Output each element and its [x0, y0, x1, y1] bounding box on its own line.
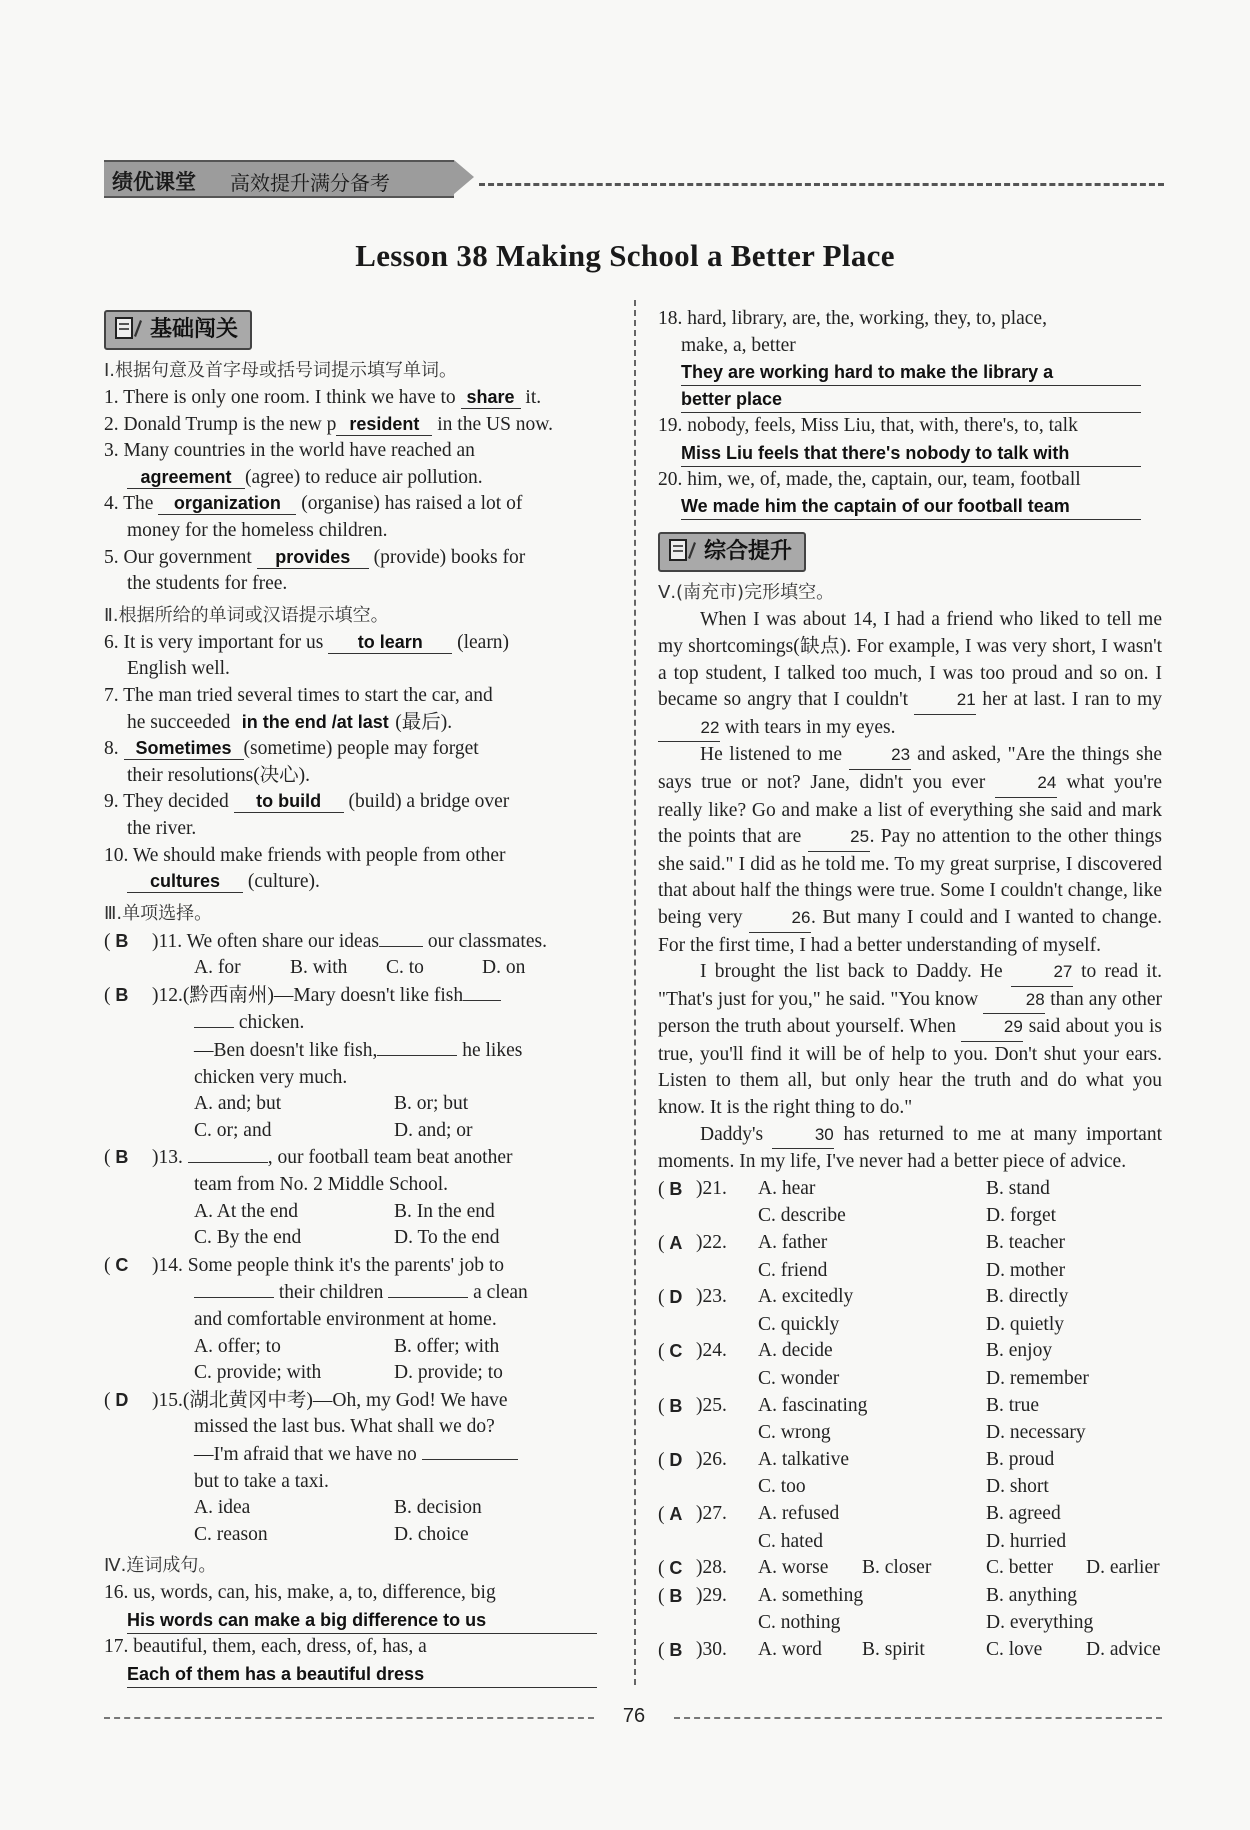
passage-text: When I was about 14, I had a friend who liked to tell me my shortcomings(缺点). For example, I was very short, I wasn't a top student, I talked too much, I was too proud and so on. I became so angry that I couldn't [658, 609, 1162, 711]
part-heading-5: Ⅴ.(南充市)完形填空。 [658, 582, 835, 604]
q9-answer[interactable]: to build [234, 790, 344, 813]
passage-text: said about you is true, you'll find it will be of help to you. Don't shut your ears. Listen to them all, but only hear the truth and do what you know. It is the right thing to do." [658, 1016, 1162, 1119]
passage-text: to read it. "That's just for you," he said. "You know [658, 961, 1162, 1010]
question-12 [104, 982, 616, 1010]
option-d[interactable]: D. everything [986, 1612, 1094, 1634]
q11-answer-bracket[interactable]: ( B [104, 930, 129, 952]
q15-line4: but to take a taxi. [194, 1470, 329, 1492]
q7-text: he succeeded [127, 711, 236, 733]
option-a[interactable]: A. refused [758, 1502, 840, 1524]
choice-21-row2 [658, 1203, 1162, 1230]
q4-tail: (organise) has raised a lot of [296, 493, 523, 515]
q12-stem: )12.(黔西南州)—Mary doesn't like fish [152, 984, 464, 1006]
question-10-line2 [104, 869, 616, 896]
q14-key: C [115, 1254, 129, 1275]
q11-stem: )11. We often share our ideas [152, 930, 379, 952]
option-c[interactable]: C. wrong [758, 1422, 831, 1444]
q1-answer[interactable]: share [461, 386, 521, 409]
choice-number: )25. [696, 1394, 727, 1416]
q14-option[interactable]: D. provide; to [394, 1362, 503, 1384]
q18-answer-line1[interactable]: They are working hard to make the library a [681, 359, 1141, 386]
blank-22[interactable]: 22 [658, 715, 720, 743]
q14-blank[interactable] [194, 1279, 274, 1298]
answer-key: D [669, 1449, 683, 1470]
q13-tail: , our football team beat another [267, 1147, 513, 1169]
option-b[interactable]: B. true [986, 1394, 1040, 1416]
option-c[interactable]: C. hated [758, 1530, 823, 1552]
choice-number: )24. [696, 1340, 727, 1362]
q14-l2a: their children [274, 1282, 384, 1304]
q13-options-2 [104, 1225, 616, 1252]
column-divider [634, 300, 636, 1685]
q18-answer-line2[interactable]: better place [681, 386, 1141, 413]
choice-number: )29. [696, 1584, 727, 1606]
notebook-pencil-icon [114, 316, 142, 340]
choice-26 [658, 1447, 1162, 1475]
q15-line3 [104, 1441, 616, 1469]
q14-blank2[interactable] [388, 1279, 468, 1298]
left-column [104, 310, 616, 1688]
option-a[interactable]: A. something [758, 1584, 864, 1606]
answer-key: B [669, 1395, 683, 1416]
question-18: 18. hard, library, are, the, working, they, to, place, [658, 308, 1047, 329]
q6-tail: (learn) [452, 631, 510, 653]
option-b[interactable]: B. closer [862, 1557, 932, 1579]
option-d[interactable]: D. short [986, 1476, 1049, 1498]
q13-option[interactable]: D. To the end [394, 1227, 500, 1249]
q4-answer[interactable]: organization [158, 492, 296, 515]
q20-answer[interactable]: We made him the captain of our football team [681, 493, 1141, 520]
q14-option[interactable]: C. provide; with [194, 1362, 322, 1384]
option-d[interactable]: D. quietly [986, 1313, 1064, 1335]
page-header [104, 160, 1164, 194]
choice-23 [658, 1284, 1162, 1312]
q13-option[interactable]: B. In the end [394, 1200, 495, 1222]
option-b[interactable]: B. proud [986, 1448, 1055, 1470]
option-c[interactable]: C. wonder [758, 1368, 840, 1389]
choice-number: )22. [696, 1232, 727, 1254]
option-b[interactable]: B. stand [986, 1177, 1050, 1199]
q8-text: 8. [104, 738, 124, 760]
option-d[interactable]: D. remember [986, 1368, 1089, 1389]
option-d[interactable]: D. necessary [986, 1422, 1086, 1444]
option-a[interactable]: A. talkative [758, 1448, 849, 1470]
blank-28[interactable]: 28 [983, 987, 1045, 1015]
choice-27 [658, 1501, 1162, 1529]
blank-23[interactable]: 23 [849, 742, 911, 770]
option-a[interactable]: A. excitedly [758, 1286, 854, 1308]
answer-bracket[interactable]: ( C [658, 1341, 683, 1363]
question-20: 20. him, we, of, made, the, captain, our, team, football [658, 468, 1081, 490]
choice-23-row2 [658, 1312, 1162, 1339]
q13-option[interactable]: C. By the end [194, 1227, 302, 1249]
q13-key: B [115, 1147, 129, 1168]
q15-blank[interactable] [422, 1441, 518, 1460]
option-d[interactable]: D. advice [1086, 1638, 1161, 1660]
answer-bracket[interactable]: ( A [658, 1233, 683, 1255]
answer-key: B [669, 1639, 683, 1660]
answer-key: B [669, 1178, 683, 1199]
part-heading-1: Ⅰ.根据句意及首字母或括号词提示填写单词。 [104, 360, 458, 381]
blank-25[interactable]: 25 [808, 824, 870, 852]
q14-line3: and comfortable environment at home. [194, 1309, 497, 1330]
q7-answer[interactable]: in the end /at last [241, 711, 389, 732]
q13-option[interactable]: A. At the end [194, 1200, 298, 1222]
question-13: ( B )13. , our football team beat another [104, 1144, 616, 1172]
option-c[interactable]: C. better [986, 1557, 1054, 1579]
q3-text: 3. Many countries in the world have reached an [104, 440, 475, 462]
passage-paragraph-2 [658, 742, 1162, 959]
q14-options-2 [104, 1360, 616, 1387]
question-10: 10. We should make friends with people from other [104, 844, 506, 866]
q11-tail: our classmates. [422, 930, 547, 952]
question-11 [104, 928, 616, 956]
option-a[interactable]: A. decide [758, 1340, 833, 1362]
answer-key: C [669, 1341, 683, 1362]
section-heading-comprehensive [658, 532, 1162, 572]
passage-text: . Pay no attention to the other things she said." I did as he told me. To my great surprise, I discovered that about half the things were true. Some I couldn't change, like being very [658, 826, 1163, 928]
option-a[interactable]: A. hear [758, 1177, 816, 1199]
passage-text: I brought the list back to Daddy. He [700, 961, 1011, 983]
q15-stem: )15.(湖北黄冈中考)—Oh, my God! We have [152, 1389, 508, 1411]
choice-22-row2 [658, 1258, 1162, 1285]
question-14 [104, 1252, 616, 1280]
question-7: 7. The man tried several times to start the car, and [104, 684, 493, 706]
option-b[interactable]: B. agreed [986, 1502, 1061, 1524]
question-6 [104, 630, 616, 657]
q12-line4: chicken very much. [194, 1066, 348, 1088]
option-c[interactable]: C. too [758, 1476, 806, 1498]
choice-25-row2 [658, 1420, 1162, 1447]
blank-26[interactable]: 26 [749, 905, 811, 933]
q1-tail: it. [520, 387, 542, 408]
option-d[interactable]: D. forget [986, 1205, 1057, 1227]
q6-answer[interactable]: to learn [328, 631, 452, 654]
header-divider [479, 183, 1164, 186]
q11-options [104, 955, 616, 982]
q12-options [104, 1091, 616, 1118]
choice-24-row2 [658, 1366, 1162, 1393]
footer-divider-left [104, 1717, 594, 1719]
choice-number: )28. [696, 1557, 727, 1579]
section-badge [104, 310, 252, 350]
q15-option[interactable]: B. decision [394, 1497, 482, 1519]
question-8-line2: their resolutions(决心). [127, 764, 311, 786]
q5-tail: (provide) books for [368, 546, 526, 568]
q11-key: B [115, 930, 129, 951]
q3-tail: (agree) to reduce air pollution. [245, 466, 483, 488]
part-heading-4: Ⅳ.连词成句。 [104, 1555, 217, 1577]
lesson-title: Lesson 38 Making School a Better Place [355, 238, 895, 273]
answer-bracket[interactable]: ( C [658, 1558, 683, 1580]
option-d[interactable]: D. earlier [1086, 1557, 1160, 1579]
answer-bracket[interactable]: ( B [658, 1585, 683, 1607]
blank-29[interactable]: 29 [961, 1014, 1023, 1042]
passage-paragraph-1 [658, 607, 1162, 742]
q12-l3b: he likes [457, 1040, 523, 1062]
q15-option[interactable]: C. reason [194, 1523, 268, 1545]
answer-bracket[interactable]: ( D [658, 1449, 683, 1471]
option-c[interactable]: C. love [986, 1638, 1043, 1660]
q13-blank[interactable] [188, 1144, 268, 1163]
header-band [104, 160, 454, 198]
q12-line3 [104, 1037, 616, 1065]
q15-option[interactable]: A. idea [194, 1497, 251, 1519]
choice-27-row2 [658, 1529, 1162, 1556]
choice-26-row2 [658, 1474, 1162, 1501]
part-heading-2: Ⅱ.根据所给的单词或汉语提示填空。 [104, 604, 389, 626]
answer-bracket[interactable]: ( B [658, 1178, 683, 1200]
q14-line2 [104, 1279, 616, 1307]
question-2 [104, 412, 616, 439]
q15-line2: missed the last bus. What shall we do? [194, 1416, 495, 1438]
q13-options [104, 1199, 616, 1226]
right-column [658, 306, 1162, 1665]
q4-text: 4. The [104, 493, 159, 515]
option-b[interactable]: B. spirit [862, 1638, 925, 1660]
option-b[interactable]: B. enjoy [986, 1340, 1053, 1362]
q12-blank3[interactable] [377, 1037, 457, 1056]
passage-text: what you're really like? Go and make a list of everything she said and mark the points that are [658, 771, 1162, 848]
q12-answer-bracket[interactable]: ( B [104, 984, 129, 1006]
option-c[interactable]: C. quickly [758, 1313, 840, 1335]
q12-option[interactable]: B. or; but [394, 1093, 469, 1115]
q7-tail: (最后). [395, 711, 453, 733]
q15-l3: —I'm afraid that we have no [194, 1443, 417, 1465]
question-4-line2: money for the homeless children. [127, 519, 388, 541]
section-heading-basic [104, 310, 616, 350]
question-6-line2: English well. [127, 658, 230, 680]
option-b[interactable]: B. teacher [986, 1232, 1066, 1254]
q14-stem: )14. Some people think it's the parents' job to [152, 1254, 505, 1276]
q1-text: 1. There is only one room. I think we have to [104, 387, 461, 408]
q12-key: B [115, 984, 129, 1005]
choice-29 [658, 1583, 1162, 1611]
choice-number: )21. [696, 1177, 727, 1199]
answer-key: C [669, 1558, 683, 1579]
question-17: 17. beautiful, them, each, dress, of, has, a [104, 1635, 427, 1657]
q5-answer[interactable]: provides [257, 546, 369, 569]
q11-option[interactable]: A. for [194, 957, 241, 979]
passage-text: her at last. I ran to my [976, 689, 1162, 711]
choice-number: )27. [696, 1502, 727, 1524]
q5-text: 5. Our government [104, 546, 257, 568]
question-3-line2 [104, 465, 616, 492]
q12-options-2 [104, 1118, 616, 1145]
q14-answer-bracket[interactable]: ( C [104, 1254, 129, 1276]
q12-option[interactable]: D. and; or [394, 1119, 473, 1141]
choice-24 [658, 1338, 1162, 1366]
option-a[interactable]: A. word [758, 1638, 822, 1660]
blank-30[interactable]: 30 [772, 1122, 834, 1150]
section-title-comprehensive: 综合提升 [704, 539, 793, 565]
q17-answer[interactable]: Each of them has a beautiful dress [127, 1661, 597, 1688]
question-9 [104, 789, 616, 816]
question-7-line2 [104, 710, 616, 737]
option-a[interactable]: A. fascinating [758, 1394, 868, 1416]
q13-line2: team from No. 2 Middle School. [194, 1174, 449, 1196]
passage-text: He listened to me [700, 744, 849, 766]
page-number: 76 [622, 1705, 646, 1727]
option-d[interactable]: D. hurried [986, 1530, 1067, 1552]
q10-answer[interactable]: cultures [127, 870, 243, 893]
q15-option[interactable]: D. choice [394, 1523, 469, 1545]
choice-number: )30. [696, 1638, 727, 1660]
blank-24[interactable]: 24 [995, 770, 1057, 798]
q12-blank[interactable] [463, 982, 501, 1001]
q3-answer[interactable]: agreement [127, 466, 245, 489]
answer-bracket[interactable]: ( B [658, 1639, 683, 1661]
q9-tail: (build) a bridge over [343, 791, 510, 813]
section-badge [658, 532, 806, 572]
question-8 [104, 736, 616, 763]
q12-l3a: —Ben doesn't like fish, [194, 1040, 378, 1062]
question-3 [104, 438, 616, 465]
part-heading-3: Ⅲ.单项选择。 [104, 902, 213, 924]
header-arrow-icon [454, 160, 474, 194]
blank-27[interactable]: 27 [1011, 959, 1073, 987]
q2-tail: in the US now. [432, 413, 553, 435]
answer-key: A [669, 1503, 683, 1524]
choice-list [658, 1176, 1162, 1665]
q15-options [104, 1495, 616, 1522]
q2-text: 2. Donald Trump is the new p [104, 413, 337, 435]
header-slogan: 高效提升满分备考 [230, 171, 390, 195]
brand-name: 绩优课堂 [112, 170, 196, 194]
option-d[interactable]: D. mother [986, 1259, 1066, 1281]
answer-key: B [669, 1585, 683, 1606]
choice-30 [658, 1637, 1162, 1665]
passage-text: . But many I could and I wanted to change. For the first time, I had a better understanding of myself. [658, 906, 1162, 956]
q15-options-2 [104, 1522, 616, 1549]
q6-text: 6. It is very important for us [104, 631, 329, 653]
choice-number: )26. [696, 1448, 727, 1470]
question-9-line2: the river. [127, 817, 197, 839]
q19-answer[interactable]: Miss Liu feels that there's nobody to talk with [681, 440, 1141, 467]
passage-text: Daddy's [700, 1123, 773, 1145]
q12-blank2[interactable] [194, 1009, 234, 1028]
q14-options [104, 1334, 616, 1361]
choice-22 [658, 1230, 1162, 1258]
q2-answer[interactable]: resident [336, 413, 432, 436]
q12-option[interactable]: C. or; and [194, 1119, 272, 1141]
q8-answer[interactable]: Sometimes [124, 737, 244, 760]
q12-line2 [104, 1009, 616, 1037]
q14-option[interactable]: B. offer; with [394, 1335, 500, 1357]
question-5 [104, 545, 616, 572]
answer-key: A [669, 1233, 683, 1254]
choice-25 [658, 1393, 1162, 1421]
q11-option[interactable]: D. on [482, 957, 526, 979]
question-16: 16. us, words, can, his, make, a, to, difference, big [104, 1582, 496, 1604]
passage-text: and asked, "Are the things she says true or not? Jane, didn't you ever [658, 744, 1162, 793]
section-title-basic: 基础闯关 [150, 317, 239, 342]
answer-key: D [669, 1287, 683, 1308]
q14-option[interactable]: A. offer; to [194, 1335, 281, 1357]
choice-number: )23. [696, 1286, 727, 1308]
question-15 [104, 1387, 616, 1415]
q9-text: 9. They decided [104, 791, 234, 813]
question-5-line2: the students for free. [127, 573, 288, 595]
option-c[interactable]: C. nothing [758, 1612, 841, 1634]
q11-option[interactable]: B. with [290, 957, 348, 979]
choice-29-row2 [658, 1610, 1162, 1637]
q11-blank[interactable] [379, 928, 423, 947]
q14-l2b: a clean [468, 1282, 528, 1304]
option-c[interactable]: C. friend [758, 1259, 828, 1281]
q8-tail: (sometime) people may forget [243, 738, 479, 760]
passage-text: with tears in my eyes. [720, 716, 896, 738]
passage-paragraph-4 [658, 1122, 1162, 1176]
option-a[interactable]: A. worse [758, 1557, 829, 1579]
q13-answer-bracket[interactable]: ( B [104, 1147, 129, 1169]
option-c[interactable]: C. describe [758, 1205, 846, 1227]
question-4 [104, 491, 616, 518]
question-18-line2: make, a, better [681, 334, 796, 356]
answer-bracket[interactable]: ( B [658, 1395, 683, 1417]
answer-bracket[interactable]: ( A [658, 1503, 683, 1525]
option-a[interactable]: A. father [758, 1232, 828, 1254]
q11-option[interactable]: C. to [386, 957, 424, 979]
option-b[interactable]: B. directly [986, 1286, 1069, 1308]
choice-28 [658, 1555, 1162, 1583]
choice-21 [658, 1176, 1162, 1204]
passage-paragraph-3 [658, 959, 1162, 1122]
blank-21[interactable]: 21 [914, 687, 976, 715]
answer-bracket[interactable]: ( D [658, 1287, 683, 1309]
q15-key: D [115, 1389, 129, 1410]
q12-l2: chicken. [234, 1012, 305, 1034]
question-19: 19. nobody, feels, Miss Liu, that, with, there's, to, talk [658, 415, 1078, 437]
q16-answer[interactable]: His words can make a big difference to us [127, 1607, 597, 1634]
q12-option[interactable]: A. and; but [194, 1093, 282, 1115]
question-1 [104, 385, 616, 412]
passage-text: than any other person the truth about yourself. When [658, 988, 1162, 1038]
option-b[interactable]: B. anything [986, 1584, 1077, 1606]
q10-tail: (culture). [243, 871, 320, 893]
q15-answer-bracket[interactable]: ( D [104, 1389, 129, 1411]
footer-divider-right [674, 1717, 1162, 1719]
passage-text: has returned to me at many important moments. In my life, I've never had a better piece of advice. [658, 1123, 1162, 1173]
notebook-pencil-icon [668, 538, 696, 562]
